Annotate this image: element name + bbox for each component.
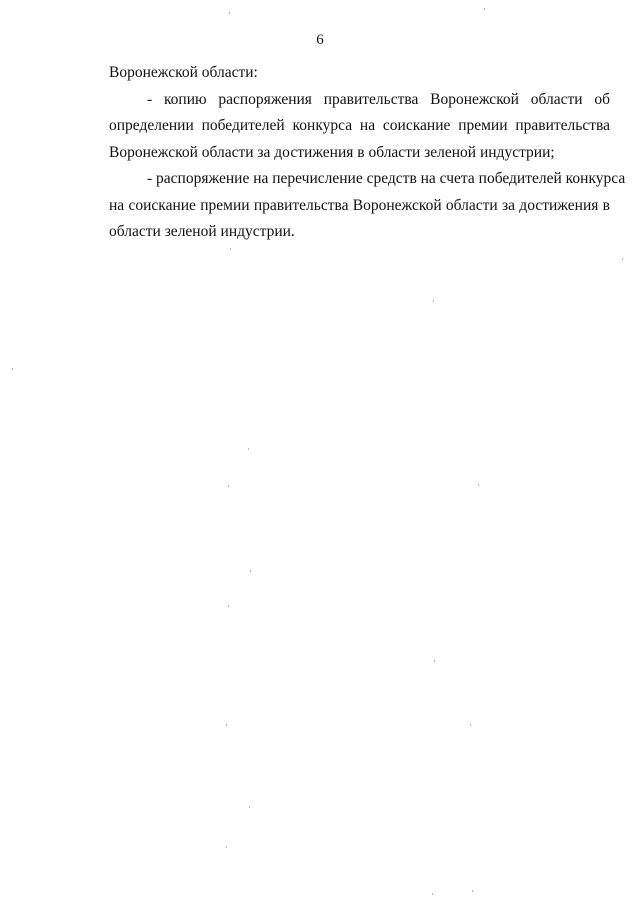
scan-speck [226,846,227,848]
list-item-2-line-2: на соискание премии правительства Воронежской области за достижения в [109,196,610,214]
list-item-1-line-2: определении победителей конкурса на соискание премии правительства [109,117,610,134]
scan-speck [433,300,434,302]
scan-speck [228,605,229,607]
scan-speck [472,890,473,892]
scan-speck [434,660,435,662]
page-number: 6 [316,32,324,48]
list-item-1-line-3: Воронежской области за достижения в области зеленой индустрии; [109,143,555,161]
list-item-2-line-3: области зеленой индустрии. [109,223,295,240]
scan-speck [248,448,249,450]
scan-speck [484,8,485,10]
scan-speck [229,12,230,14]
scan-speck [249,806,250,808]
scan-speck [470,724,471,726]
scan-speck [478,484,479,486]
list-item-1-line-1: - копию распоряжения правительства Воронежской области об [147,90,610,108]
scan-speck [228,485,229,487]
list-item-2-line-1: - распоряжение на перечисление средств на счета победителей конкурса [147,170,626,187]
scan-speck [432,893,433,895]
scan-speck [622,258,623,260]
text-line-1: Воронежской области: [109,64,258,81]
scan-speck [12,368,13,370]
scan-speck [226,724,227,726]
document-body [109,60,626,246]
scan-speck [250,570,251,572]
scan-speck [230,248,231,250]
